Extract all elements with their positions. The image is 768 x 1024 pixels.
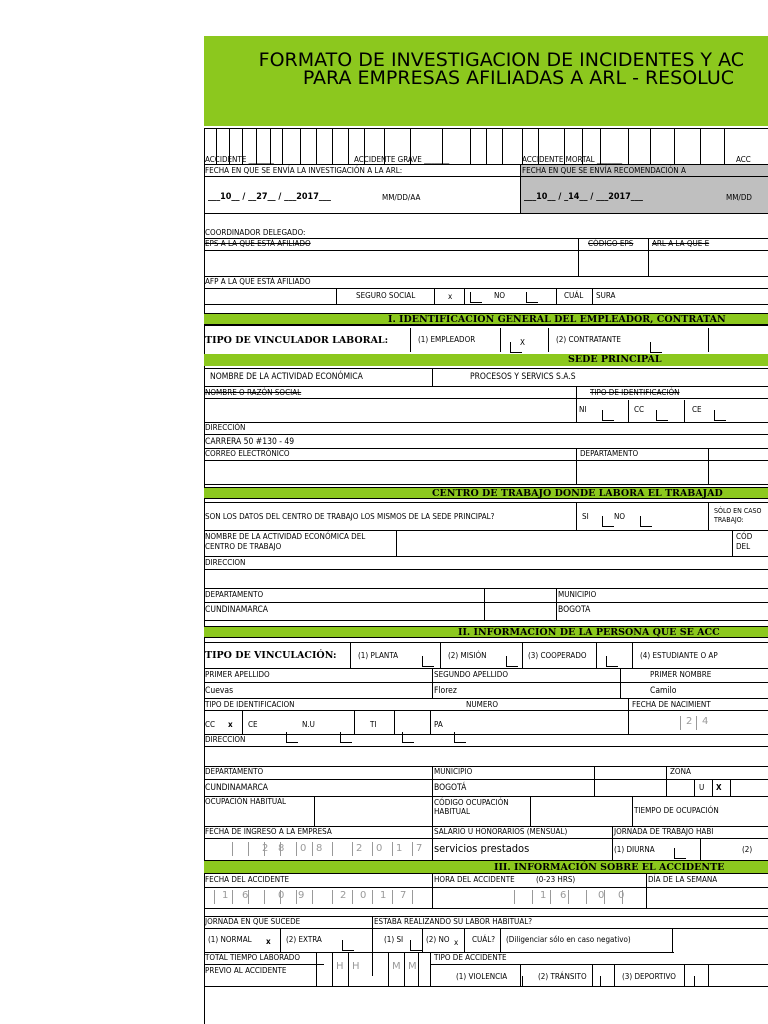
- labor-si-checkbox[interactable]: [410, 940, 422, 951]
- zona-mark[interactable]: X: [716, 783, 722, 792]
- cooperado-option: (3) COOPERADO: [528, 651, 587, 660]
- section-1-bar: [204, 313, 768, 325]
- centro-no: NO: [614, 512, 626, 521]
- cual-value[interactable]: SURA: [596, 291, 616, 300]
- codigo-eps-label: CÓDIGO EPS: [588, 239, 634, 248]
- centro-municipio-label: MUNICIPIO: [558, 590, 597, 599]
- nac-digit-2[interactable]: 4: [702, 716, 709, 727]
- centro-departamento-label: DEPARTAMENTO: [205, 590, 264, 599]
- segundo-apellido-label: SEGUNDO APELLIDO: [434, 670, 508, 679]
- arl-label: ARL A LA QUE E: [652, 239, 710, 248]
- numero-label: NUMERO: [466, 700, 499, 709]
- hora-range-label: (0-23 HRS): [536, 875, 576, 884]
- section-1-title: I. IDENTIFICACIÓN GENERAL DEL EMPLEADOR, CONTRATAN: [388, 314, 726, 325]
- cooperado-checkbox[interactable]: [606, 656, 618, 667]
- seguro-social-mark[interactable]: x: [448, 292, 453, 301]
- section-3-title: III. INFORMACIÓN SOBRE EL ACCIDENTE: [494, 862, 725, 873]
- direccion-label: DIRECCIÓN: [205, 423, 246, 432]
- ingreso-digit-6[interactable]: 0: [376, 843, 383, 854]
- fecha-ingreso-label: FECHA DE INGRESO A LA EMPRESA: [205, 827, 332, 836]
- labor-no-mark[interactable]: x: [454, 938, 459, 947]
- accidente-option[interactable]: ACCIDENTE _______: [205, 155, 274, 164]
- centro-si: SI: [582, 512, 589, 521]
- cc-persona-mark[interactable]: x: [228, 720, 233, 729]
- ingreso-digit-4[interactable]: 8: [316, 843, 323, 854]
- ce-persona-label: CE: [248, 720, 258, 729]
- accidente-digit-8[interactable]: 7: [400, 890, 407, 901]
- jornada-sucede-label: JORNADA EN QUE SUCEDE: [205, 917, 301, 926]
- departamento-persona-label: DEPARTAMENTO: [205, 767, 264, 776]
- cc-persona-label: CC: [205, 720, 216, 729]
- nu-persona-label: N.U: [302, 720, 315, 729]
- form-title-line1: FORMATO DE INVESTIGACION DE INCIDENTES Y AC: [258, 49, 744, 71]
- salario-value[interactable]: servicios prestados: [434, 842, 530, 855]
- diurna-checkbox[interactable]: [674, 848, 686, 859]
- form-header: [204, 36, 768, 126]
- cod-ocupacion-line2: HABITUAL: [434, 807, 470, 816]
- m-label-2: M: [408, 961, 417, 972]
- no-label: NO: [494, 291, 506, 300]
- extra-option: (2) EXTRA: [286, 935, 322, 944]
- ni-checkbox[interactable]: [602, 410, 614, 421]
- accidente-digit-7[interactable]: 1: [380, 890, 387, 901]
- segundo-apellido-value[interactable]: Florez: [434, 686, 457, 696]
- centro-departamento-value[interactable]: CUNDINAMARCA: [205, 605, 269, 615]
- centro-trabajo-bar: [204, 487, 768, 499]
- form-title-line2: PARA EMPRESAS AFILIADAS A ARL - RESOLUC: [302, 67, 734, 89]
- centro-si-checkbox[interactable]: [602, 516, 614, 527]
- accidente-grave-option[interactable]: ACCIDENTE GRAVE _______: [354, 155, 450, 164]
- departamento-label: DEPARTAMENTO: [580, 449, 639, 458]
- section-2-title: II. INFORMACIÓN DE LA PERSONA QUE SE ACC: [458, 627, 720, 638]
- accidente-mortal-option[interactable]: ACCIDENTE MORTAL _______: [522, 155, 623, 164]
- ingreso-digit-2[interactable]: 8: [278, 843, 285, 854]
- ingreso-digit-1[interactable]: 2: [262, 843, 269, 854]
- actividad-label: NOMBRE DE LA ACTIVIDAD ECONÓMICA: [210, 372, 363, 382]
- seguro-social-checkbox[interactable]: [470, 292, 482, 303]
- tipo-vinculador-label: TIPO DE VINCULADOR LABORAL:: [205, 335, 389, 346]
- hora-digit-3[interactable]: 0: [598, 890, 605, 901]
- trabajo-label: TRABAJO:: [714, 516, 744, 524]
- cod-ocupacion-line1: CÓDIGO OCUPACIÓN: [434, 798, 509, 807]
- diurna-option: (1) DIURNA: [614, 845, 655, 854]
- ce-label: CE: [692, 405, 702, 414]
- ocupacion-label: OCUPACIÓN HABITUAL: [205, 797, 287, 806]
- hora-digit-1[interactable]: 1: [540, 890, 547, 901]
- empleador-option: (1) EMPLEADOR: [418, 335, 476, 344]
- dia-semana-label: DÍA DE LA SEMANA: [648, 875, 718, 884]
- cod-label: CÓD: [736, 532, 753, 541]
- zona-label: ZONA: [670, 767, 691, 776]
- cual-label: CUÁL: [564, 291, 584, 300]
- contratante-option: (2) CONTRATANTE: [556, 335, 621, 344]
- municipio-persona-label: MUNICIPIO: [434, 767, 473, 776]
- h-label-1: H: [336, 961, 344, 972]
- estudiante-option: (4) ESTUDIANTE O AP: [640, 651, 718, 660]
- seguro-social-label: SEGURO SOCIAL: [356, 291, 416, 300]
- del-label: DEL: [736, 542, 751, 551]
- primer-nombre-value[interactable]: Camilo: [650, 686, 677, 696]
- mision-checkbox[interactable]: [506, 656, 518, 667]
- tipo-ident-persona-label: TIPO DE IDENTIFICACION: [205, 700, 295, 709]
- afp-label: AFP A LA QUE ESTÁ AFILIADO: [205, 277, 311, 286]
- accidente-digit-5[interactable]: 2: [340, 890, 347, 901]
- labor-no-option: (2) NO: [426, 935, 450, 944]
- estaba-realizando-label: ESTABA REALIZANDO SU LABOR HABITUAL?: [374, 917, 533, 926]
- extra-checkbox[interactable]: [342, 940, 354, 951]
- fecha-recom-value[interactable]: ___10__ / _14__ / ___2017___: [524, 192, 643, 202]
- mision-option: (2) MISIÓN: [448, 651, 487, 660]
- fecha-envio-format: MM/DD/AA: [382, 193, 421, 202]
- centro-actividad-line1: NOMBRE DE LA ACTIVIDAD ECONÓMICA DEL: [205, 532, 366, 541]
- centro-no-checkbox[interactable]: [640, 516, 652, 527]
- hora-accidente-label: HORA DEL ACCIDENTE: [434, 875, 515, 884]
- section-3-bar: [204, 860, 768, 874]
- ni-label: NI: [579, 405, 587, 414]
- solo-en-caso-label: SÓLO EN CASO: [714, 507, 762, 515]
- section-2-bar: [204, 626, 768, 638]
- tipo-ident-label: TIPO DE IDENTIFICACIÓN: [590, 388, 680, 397]
- normal-mark[interactable]: x: [266, 937, 271, 946]
- ce-checkbox[interactable]: [714, 410, 726, 421]
- direccion-value[interactable]: CARRERA 50 #130 - 49: [205, 437, 295, 447]
- fecha-recom-format: MM/DD: [726, 193, 752, 202]
- tipo-vinculacion-label: TIPO DE VINCULACIÓN:: [205, 650, 337, 661]
- centro-municipio-value[interactable]: BOGOTA: [558, 605, 591, 615]
- salario-label: SALARIO U HONORARIOS (MENSUAL): [434, 827, 568, 836]
- diligenciar-note: (Diligenciar sólo en caso negativo): [506, 935, 631, 944]
- investigation-form-sheet: [204, 36, 768, 1024]
- municipio-persona-value[interactable]: BOGOTÁ: [434, 783, 467, 793]
- planta-option: (1) PLANTA: [358, 651, 399, 660]
- fecha-recom-label: FECHA EN QUE SE ENVÍA RECOMENDACIÓN A: [522, 166, 686, 175]
- empleador-mark[interactable]: X: [520, 338, 525, 347]
- transito-option: (2) TRÁNSITO: [538, 972, 587, 981]
- sede-principal-bar: [204, 354, 768, 366]
- razon-social-label: NOMBRE O RAZÓN SOCIAL: [205, 388, 302, 397]
- departamento-persona-value[interactable]: CUNDINAMARCA: [205, 783, 269, 793]
- centro-pregunta: SON LOS DATOS DEL CENTRO DE TRABAJO LOS MISMOS DE LA SEDE PRINCIPAL?: [205, 512, 495, 521]
- primer-apellido-label: PRIMER APELLIDO: [205, 670, 270, 679]
- accidente-digit-6[interactable]: 0: [360, 890, 367, 901]
- centro-direccion-label: DIRECCION: [205, 558, 246, 567]
- jornada-label: JORNADA DE TRABAJO HABI: [614, 827, 714, 836]
- primer-apellido-value[interactable]: Cuevas: [205, 686, 234, 696]
- ti-persona-label: TI: [370, 720, 377, 729]
- eps-label: EPS A LA QUE ESTÁ AFILIADO: [205, 239, 311, 248]
- cc-checkbox[interactable]: [656, 410, 668, 421]
- fecha-envio-label: FECHA EN QUE SE ENVÍA LA INVESTIGACIÓN A LA ARL:: [205, 166, 403, 175]
- primer-nombre-label: PRIMER NOMBRE: [650, 670, 712, 679]
- ingreso-digit-5[interactable]: 2: [356, 843, 363, 854]
- nac-digit-1[interactable]: 2: [686, 716, 693, 727]
- hora-digit-4[interactable]: 0: [618, 890, 625, 901]
- labor-cual-label: CUÁL?: [472, 935, 496, 944]
- contratante-checkbox[interactable]: [650, 342, 662, 353]
- planta-checkbox[interactable]: [422, 656, 434, 667]
- m-label-1: M: [392, 961, 401, 972]
- ingreso-digit-8[interactable]: 7: [416, 843, 423, 854]
- zona-u: U: [699, 783, 705, 792]
- tipo-accidente-label: TIPO DE ACCIDENTE: [434, 953, 507, 962]
- ingreso-digit-7[interactable]: 1: [396, 843, 403, 854]
- h-label-2: H: [352, 961, 360, 972]
- accidente-digit-4[interactable]: 9: [298, 890, 305, 901]
- pa-persona-label: PA: [434, 720, 443, 729]
- correo-label: CORREO ELECTRÓNICO: [205, 449, 290, 458]
- normal-option: (1) NORMAL: [208, 935, 252, 944]
- jornada-2-option: (2): [742, 845, 753, 854]
- previo-label: PREVIO AL ACCIDENTE: [205, 966, 287, 975]
- tiempo-ocupacion-label: TIEMPO DE OCUPACIÓN: [634, 806, 719, 815]
- sede-principal-title: SEDE PRINCIPAL: [568, 354, 662, 365]
- hora-digit-2[interactable]: 6: [560, 890, 567, 901]
- fecha-nacimiento-label: FECHA DE NACIMIENT: [632, 700, 711, 709]
- cc-label: CC: [634, 405, 645, 414]
- deportivo-option: (3) DEPORTIVO: [622, 972, 676, 981]
- accidente-digit-3[interactable]: 0: [278, 890, 285, 901]
- accidente-digit-2[interactable]: 6: [242, 890, 249, 901]
- total-tiempo-label: TOTAL TIEMPO LABORADO: [205, 953, 300, 962]
- accidente-digit-1[interactable]: 1: [222, 890, 229, 901]
- direccion-persona-label: DIRECCION: [205, 735, 246, 744]
- fecha-envio-value[interactable]: ___10__ / __27__ / ___2017___: [208, 192, 331, 202]
- fecha-accidente-label: FECHA DEL ACCIDENTE: [205, 875, 290, 884]
- no-checkbox[interactable]: [526, 292, 538, 303]
- centro-trabajo-title: CENTRO DE TRABAJO DONDE LABORA EL TRABAJAD: [432, 488, 723, 499]
- acc-cut-label: ACC: [736, 155, 751, 164]
- ingreso-digit-3[interactable]: 0: [300, 843, 307, 854]
- violencia-option: (1) VIOLENCIA: [456, 972, 508, 981]
- actividad-value[interactable]: PROCESOS Y SERVICS S.A.S: [470, 372, 576, 382]
- coordinador-label: COORDINADOR DELEGADO:: [205, 228, 306, 237]
- centro-actividad-line2: CENTRO DE TRABAJO: [205, 542, 282, 551]
- labor-si-option: (1) SI: [384, 935, 404, 944]
